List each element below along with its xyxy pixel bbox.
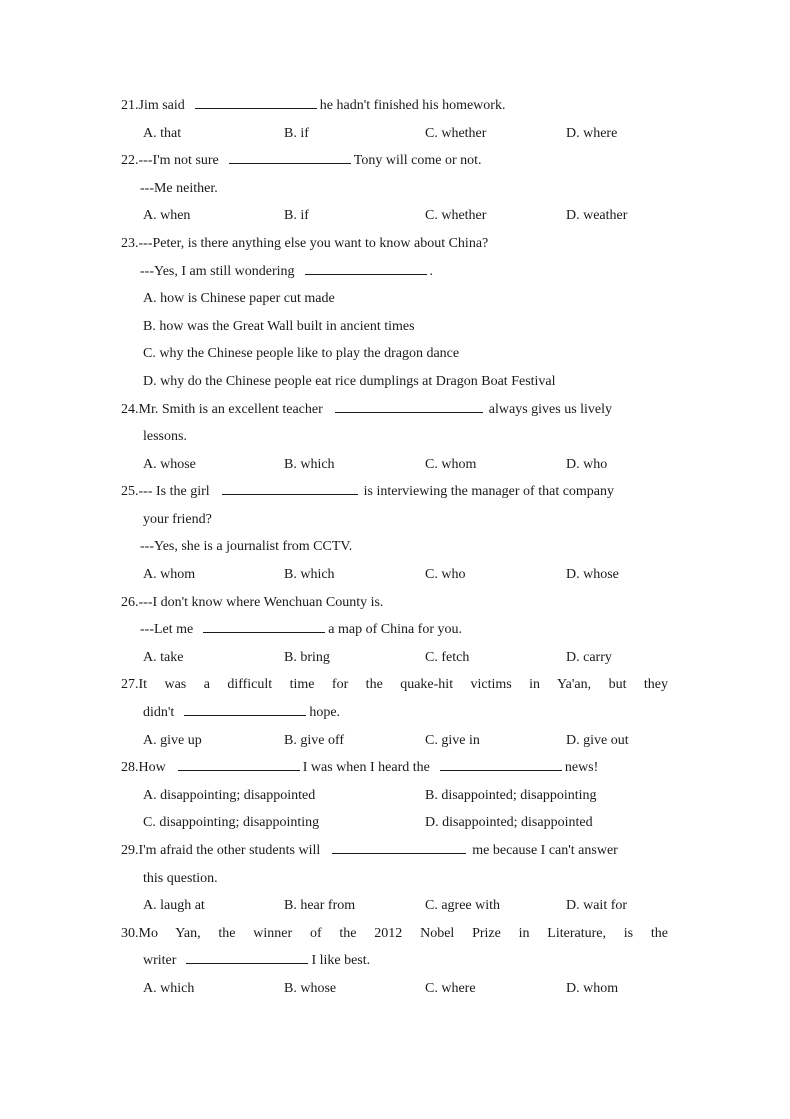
- option-a[interactable]: A. give up: [143, 733, 202, 748]
- option-d[interactable]: D. why do the Chinese people eat rice dumplings at Dragon Boat Festival: [143, 374, 556, 389]
- option-d[interactable]: D. disappointed; disappointed: [425, 815, 593, 830]
- option-d[interactable]: D. wait for: [566, 898, 628, 913]
- option-c[interactable]: C. whom: [425, 457, 477, 472]
- question-28-text-c: news!: [564, 760, 599, 775]
- option-c[interactable]: C. who: [425, 567, 466, 582]
- option-d[interactable]: D. where: [566, 126, 618, 141]
- question-26-reply-end: a map of China for you.: [328, 622, 462, 637]
- options-28-row2: [143, 811, 790, 835]
- question-25-cont: your friend?: [143, 512, 212, 527]
- options-29: [143, 894, 790, 918]
- question-25: [121, 480, 790, 504]
- answer-blank[interactable]: [178, 756, 300, 771]
- question-30-cont: [143, 949, 790, 973]
- question-29-cont: this question.: [143, 871, 218, 886]
- question-23-reply: [140, 260, 790, 284]
- option-d[interactable]: D. whose: [566, 567, 619, 582]
- question-22-text-a: 22.---I'm not sure: [121, 153, 219, 168]
- question-21: [121, 94, 790, 118]
- options-22: [143, 204, 790, 228]
- question-30: 30.Mo Yan, the winner of the 2012 Nobel Prize in Literature, is the: [121, 926, 668, 941]
- question-26-reply-text: ---Let me: [140, 622, 194, 637]
- question-26: 26.---I don't know where Wenchuan County is.: [121, 595, 384, 610]
- answer-blank[interactable]: [184, 701, 306, 716]
- question-28: [121, 756, 790, 780]
- option-d[interactable]: D. give out: [566, 733, 629, 748]
- question-25-reply: ---Yes, she is a journalist from CCTV.: [140, 539, 353, 554]
- option-a[interactable]: A. laugh at: [143, 898, 205, 913]
- options-27: [143, 729, 790, 753]
- option-c[interactable]: C. whether: [425, 208, 487, 223]
- option-d[interactable]: D. who: [566, 457, 608, 472]
- option-c[interactable]: C. disappointing; disappointing: [143, 815, 320, 830]
- option-c[interactable]: C. fetch: [425, 650, 470, 665]
- option-d[interactable]: D. weather: [566, 208, 628, 223]
- question-21-text-a: 21.Jim said: [121, 98, 185, 113]
- option-b[interactable]: B. bring: [284, 650, 330, 665]
- option-b[interactable]: B. give off: [284, 733, 345, 748]
- question-28-text-b: I was when I heard the: [302, 760, 430, 775]
- option-c[interactable]: C. give in: [425, 733, 480, 748]
- options-26: [143, 646, 790, 670]
- question-24: [121, 398, 790, 422]
- option-b[interactable]: B. if: [284, 126, 309, 141]
- option-a[interactable]: A. that: [143, 126, 182, 141]
- question-23-reply-text: ---Yes, I am still wondering: [140, 264, 295, 279]
- option-c[interactable]: C. whether: [425, 126, 487, 141]
- option-b[interactable]: B. whose: [284, 981, 337, 996]
- question-28-text-a: 28.How: [121, 760, 166, 775]
- option-b[interactable]: B. how was the Great Wall built in ancient times: [143, 319, 415, 334]
- options-28-row1: [143, 784, 790, 808]
- option-a[interactable]: A. when: [143, 208, 191, 223]
- options-24: [143, 453, 790, 477]
- answer-blank[interactable]: [332, 839, 466, 854]
- answer-blank[interactable]: [305, 260, 427, 275]
- question-26-reply: [140, 618, 790, 642]
- answer-blank[interactable]: [229, 149, 351, 164]
- answer-blank[interactable]: [222, 480, 358, 495]
- question-27-cont: [143, 701, 790, 725]
- option-d[interactable]: D. whom: [566, 981, 619, 996]
- options-30: [143, 977, 790, 1001]
- option-b[interactable]: B. which: [284, 457, 335, 472]
- option-c[interactable]: C. agree with: [425, 898, 501, 913]
- question-25-text-b: is interviewing the manager of that company: [363, 484, 615, 499]
- option-b[interactable]: B. which: [284, 567, 335, 582]
- option-a[interactable]: A. whom: [143, 567, 196, 582]
- question-30-cont-text: writer: [143, 953, 177, 968]
- question-23-reply-end: .: [429, 264, 434, 279]
- answer-blank[interactable]: [203, 618, 325, 633]
- question-29-text-a: 29.I'm afraid the other students will: [121, 843, 321, 858]
- question-24-text-a: 24.Mr. Smith is an excellent teacher: [121, 402, 323, 417]
- question-25-text-a: 25.--- Is the girl: [121, 484, 210, 499]
- question-27-cont-text: didn't: [143, 705, 175, 720]
- question-22-text-b: Tony will come or not.: [353, 153, 482, 168]
- option-a[interactable]: A. disappointing; disappointed: [143, 788, 316, 803]
- answer-blank[interactable]: [186, 949, 308, 964]
- option-b[interactable]: B. disappointed; disappointing: [425, 788, 597, 803]
- option-a[interactable]: A. whose: [143, 457, 196, 472]
- question-23: 23.---Peter, is there anything else you want to know about China?: [121, 236, 489, 251]
- question-24-text-b: always gives us lively: [488, 402, 613, 417]
- options-25: [143, 563, 790, 587]
- question-27-cont-end: hope.: [309, 705, 341, 720]
- question-30-cont-end: I like best.: [311, 953, 371, 968]
- question-29: [121, 839, 790, 863]
- question-24-cont: lessons.: [143, 429, 187, 444]
- option-a[interactable]: A. how is Chinese paper cut made: [143, 291, 335, 306]
- answer-blank[interactable]: [335, 398, 483, 413]
- question-22-reply: ---Me neither.: [140, 181, 218, 196]
- option-c[interactable]: C. where: [425, 981, 476, 996]
- option-d[interactable]: D. carry: [566, 650, 612, 665]
- answer-blank[interactable]: [195, 94, 317, 109]
- answer-blank[interactable]: [440, 756, 562, 771]
- option-a[interactable]: A. take: [143, 650, 184, 665]
- option-a[interactable]: A. which: [143, 981, 195, 996]
- question-29-text-b: me because I can't answer: [472, 843, 618, 858]
- question-27: 27.It was a difficult time for the quake-hit victims in Ya'an, but they: [121, 677, 668, 692]
- option-b[interactable]: B. if: [284, 208, 309, 223]
- question-22: [121, 149, 790, 173]
- options-21: [143, 122, 790, 146]
- option-b[interactable]: B. hear from: [284, 898, 356, 913]
- question-21-text-b: he hadn't finished his homework.: [319, 98, 506, 113]
- option-c[interactable]: C. why the Chinese people like to play the dragon dance: [143, 346, 460, 361]
